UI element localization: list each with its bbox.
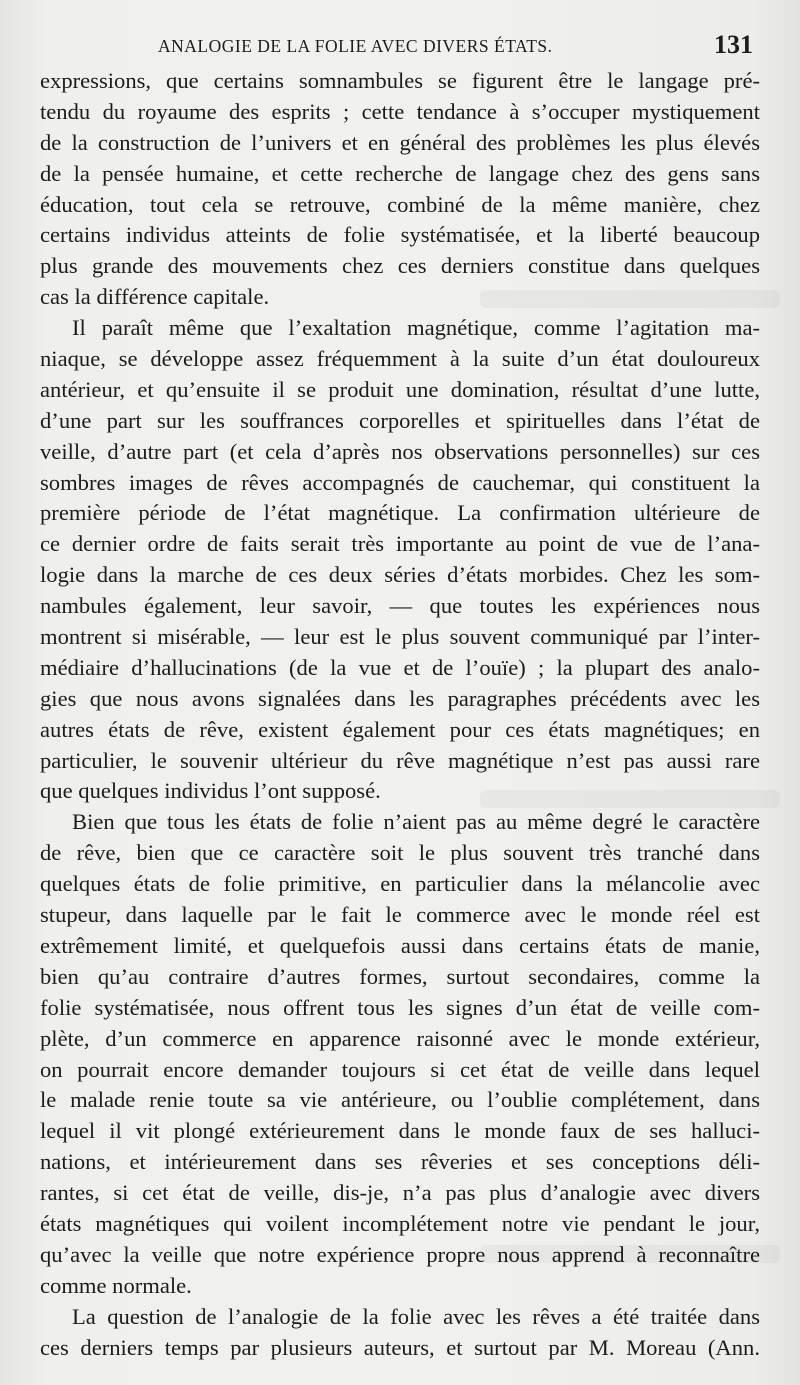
text-line: Bien que tous les états de folie n’aient pas au même degré le caractère <box>72 809 760 835</box>
running-header <box>40 30 760 66</box>
text-line: d’une part sur les souffrances corporelles et spirituelles dans l’état de <box>40 407 760 433</box>
paragraph <box>40 807 760 1301</box>
text-line: éducation, tout cela se retrouve, combiné de la même manière, chez <box>40 191 760 217</box>
text-line: autres états de rêve, existent également pour ces états magnétiques; en <box>40 716 760 742</box>
text-line: gies que nous avons signalées dans les paragraphes précédents avec les <box>40 685 760 711</box>
text-line: montrent si misérable, — leur est le plus souvent communiqué par l’inter- <box>40 624 760 650</box>
text-line: le malade renie toute sa vie antérieure, ou l’oublie complétement, dans <box>40 1087 760 1113</box>
text-line: certains individus atteints de folie systématisée, et la liberté beaucoup <box>40 222 760 248</box>
body-text <box>40 66 760 1363</box>
text-line: veille, d’autre part (et cela d’après nos observations personnelles) sur ces <box>40 438 760 464</box>
text-line: ces derniers temps par plusieurs auteurs, et surtout par M. Moreau (Ann. <box>40 1334 760 1360</box>
text-line: quelques états de folie primitive, en particulier dans la mélancolie avec <box>40 871 760 897</box>
text-line: Il paraît même que l’exaltation magnétique, comme l’agitation ma- <box>72 315 760 341</box>
text-line: qu’avec la veille que notre expérience propre nous apprend à reconnaître <box>40 1241 760 1267</box>
text-line: plus grande des mouvements chez ces derniers constitue dans quelques <box>40 253 760 279</box>
paragraph <box>40 313 760 807</box>
text-line: états magnétiques qui voilent incomplétement notre vie pendant le jour, <box>40 1210 760 1236</box>
text-line: médiaire d’hallucinations (de la vue et de l’ouïe) ; la plupart des analo- <box>40 654 760 680</box>
text-line: que quelques individus l’ont supposé. <box>40 778 381 804</box>
text-line: antérieur, et qu’ensuite il se produit une domination, résultat d’une lutte, <box>40 376 760 402</box>
text-line: nations, et intérieurement dans ses rêveries et ses conceptions déli- <box>40 1149 760 1175</box>
text-line: ce dernier ordre de faits serait très importante au point de vue de l’ana- <box>40 531 760 557</box>
text-line: cas la différence capitale. <box>40 284 270 310</box>
page-number: 131 <box>714 30 753 59</box>
text-line: rantes, si cet état de veille, dis-je, n’a pas plus d’analogie avec divers <box>40 1180 760 1206</box>
text-line: de la construction de l’univers et en général des problèmes les plus élevés <box>40 129 760 155</box>
text-line: comme normale. <box>40 1272 192 1298</box>
text-line: folie systématisée, nous offrent tous les signes d’un état de veille com- <box>40 994 760 1020</box>
running-title: ANALOGIE DE LA FOLIE AVEC DIVERS ÉTATS. <box>158 36 553 56</box>
text-line: La question de l’analogie de la folie avec les rêves a été traitée dans <box>72 1303 760 1329</box>
text-line: expressions, que certains somnambules se figurent être le langage pré- <box>40 68 760 93</box>
text-line: première période de l’état magnétique. La confirmation ultérieure de <box>40 500 760 526</box>
text-line: logie dans la marche de ces deux séries d’états morbides. Chez les som- <box>40 562 760 588</box>
text-line: particulier, le souvenir ultérieur du rêve magnétique n’est pas aussi rare <box>40 747 760 773</box>
text-line: lequel il vit plongé extérieurement dans le monde faux de ses halluci- <box>40 1118 760 1144</box>
text-line: de la pensée humaine, et cette recherche de langage chez des gens sans <box>40 160 760 186</box>
text-line: plète, d’un commerce en apparence raisonné avec le monde extérieur, <box>40 1025 760 1051</box>
text-line: niaque, se développe assez fréquemment à la suite d’un état douloureux <box>40 346 760 372</box>
text-line: tendu du royaume des esprits ; cette tendance à s’occuper mystiquement <box>40 98 760 124</box>
text-line: bien qu’au contraire d’autres formes, surtout secondaires, comme la <box>40 963 760 989</box>
text-line: nambules également, leur savoir, — que toutes les expériences nous <box>40 593 760 619</box>
text-line: sombres images de rêves accompagnés de cauchemar, qui constituent la <box>40 469 760 495</box>
text-line: on pourrait encore demander toujours si cet état de veille dans lequel <box>40 1056 760 1082</box>
paragraph <box>40 1302 760 1364</box>
text-line: de rêve, bien que ce caractère soit le plus souvent très tranché dans <box>40 840 760 866</box>
text-line: stupeur, dans laquelle par le fait le commerce avec le monde réel est <box>40 902 760 928</box>
text-line: extrêmement limité, et quelquefois aussi dans certains états de manie, <box>40 932 760 958</box>
paragraph <box>40 66 760 313</box>
